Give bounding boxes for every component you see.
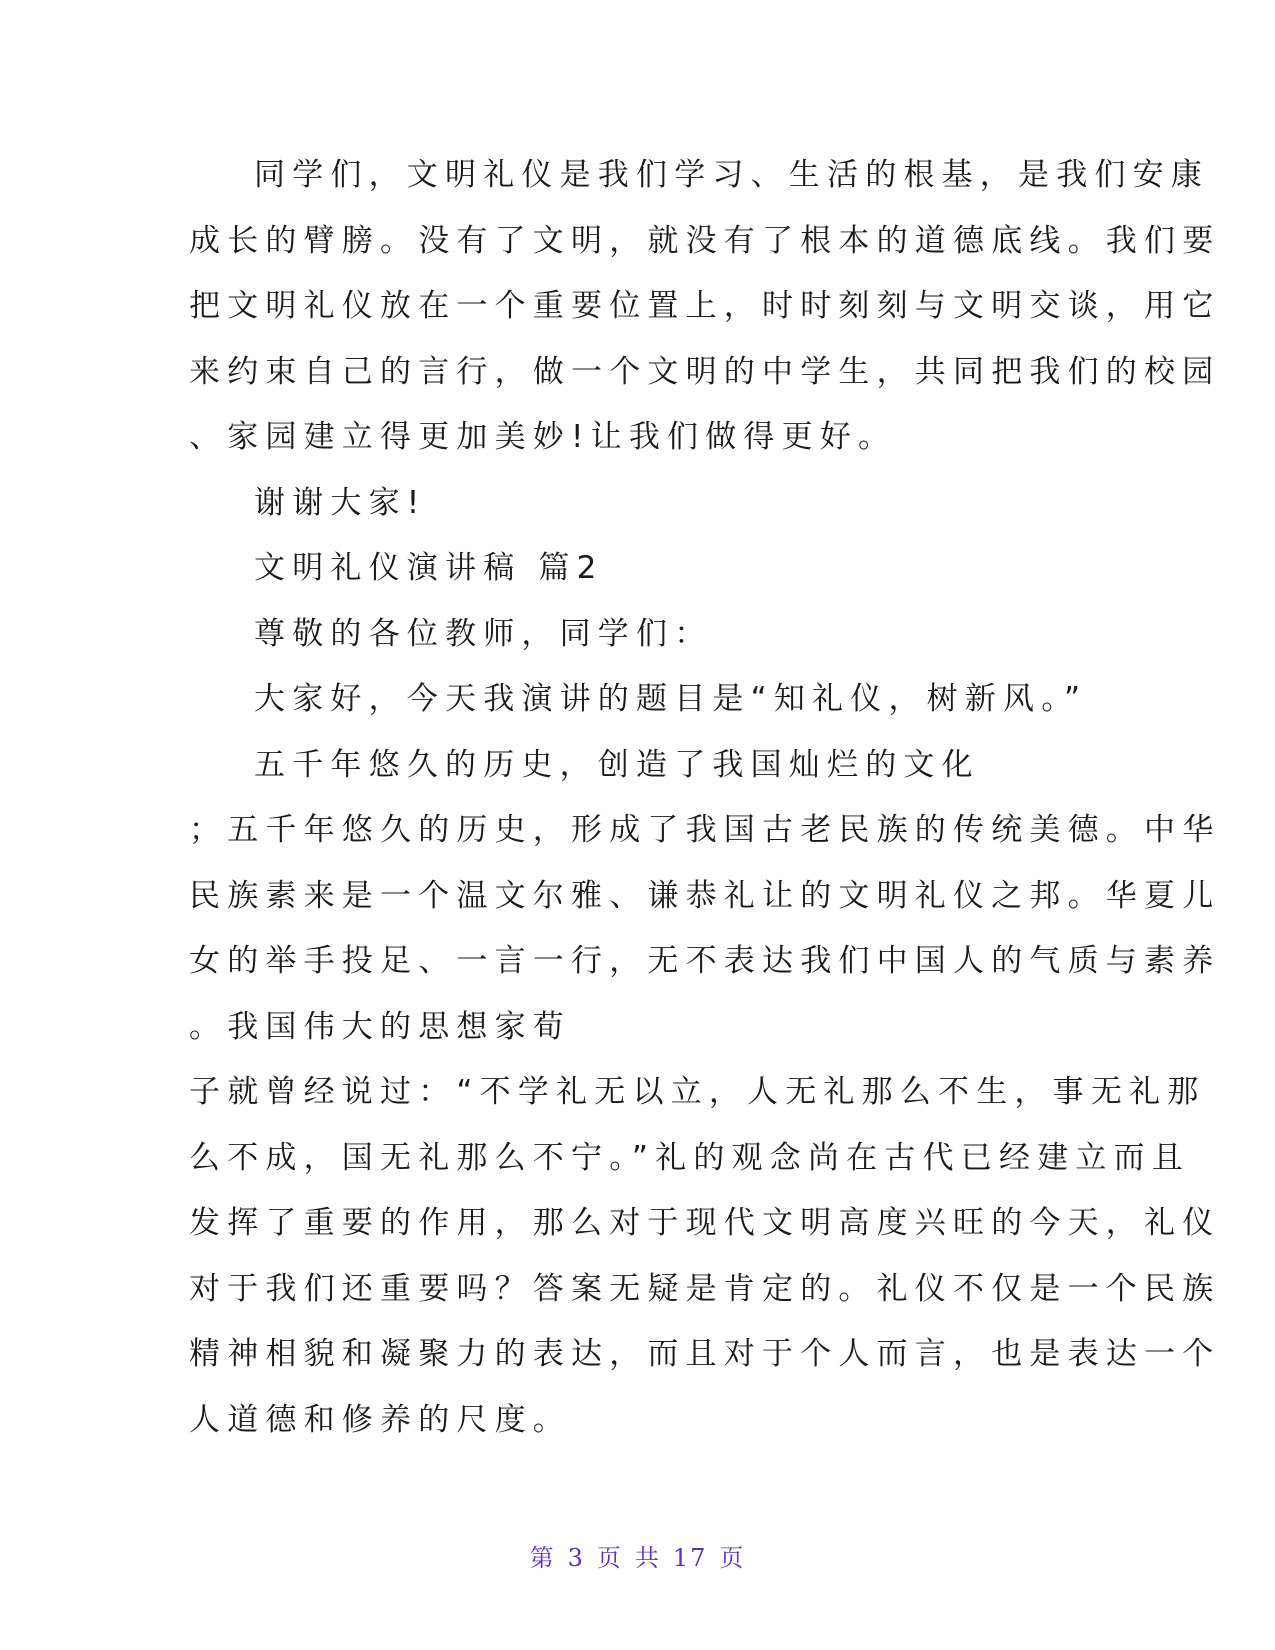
text-line: 谢谢大家! — [254, 484, 427, 521]
text-line: 发挥了重要的作用，那么对于现代文明高度兴旺的今天，礼仪 — [189, 1205, 1221, 1241]
text-line: 对于我们还重要吗？答案无疑是肯定的。礼仪不仅是一个民族 — [189, 1270, 1221, 1307]
body-text — [189, 143, 1221, 1453]
section-heading: 文明礼仪演讲稿 篇2 — [254, 550, 604, 586]
current-page-number: 3 — [567, 1544, 585, 1572]
text-line: 女的举手投足、一言一行，无不表达我们中国人的气质与素养 — [189, 943, 1221, 979]
text-line: 精神相貌和凝聚力的表达，而且对于个人而言，也是表达一个 — [189, 1336, 1221, 1372]
footer-suffix: 页 — [719, 1544, 746, 1572]
text-line: 来约束自己的言行，做一个文明的中学生，共同把我们的校园 — [189, 353, 1221, 390]
footer-total-word: 共 — [634, 1544, 661, 1572]
text-line: 、家园建立得更加美妙!让我们做得更好。 — [189, 419, 897, 455]
text-line: 人道德和修养的尺度。 — [189, 1401, 571, 1438]
page-footer — [0, 1538, 1275, 1573]
text-line: ；五千年悠久的历史，形成了我国古老民族的传统美德。中华 — [189, 812, 1221, 848]
text-line: 么不成，国无礼那么不宁。”礼的观念尚在古代已经建立而且 — [189, 1139, 1190, 1176]
salutation: 尊敬的各位教师，同学们： — [254, 615, 713, 652]
text-line: 子就曾经说过：“不学礼无以立，人无礼那么不生，事无礼那 — [189, 1074, 1206, 1110]
text-line: 。我国伟大的思想家荀 — [189, 1008, 571, 1045]
text-line: 大家好，今天我演讲的题目是“知礼仪，树新风。” — [254, 681, 1088, 717]
footer-prefix: 第 — [529, 1544, 556, 1572]
text-line: 五千年悠久的历史，创造了我国灿烂的文化 — [254, 746, 980, 783]
text-line: 同学们，文明礼仪是我们学习、生活的根基，是我们安康 — [254, 157, 1209, 193]
total-page-count: 17 — [672, 1544, 708, 1572]
text-line: 成长的臂膀。没有了文明，就没有了根本的道德底线。我们要 — [189, 222, 1221, 259]
footer-page-word: 页 — [596, 1544, 623, 1572]
text-line: 把文明礼仪放在一个重要位置上，时时刻刻与文明交谈，用它 — [189, 288, 1221, 324]
text-line: 民族素来是一个温文尔雅、谦恭礼让的文明礼仪之邦。华夏儿 — [189, 877, 1221, 914]
